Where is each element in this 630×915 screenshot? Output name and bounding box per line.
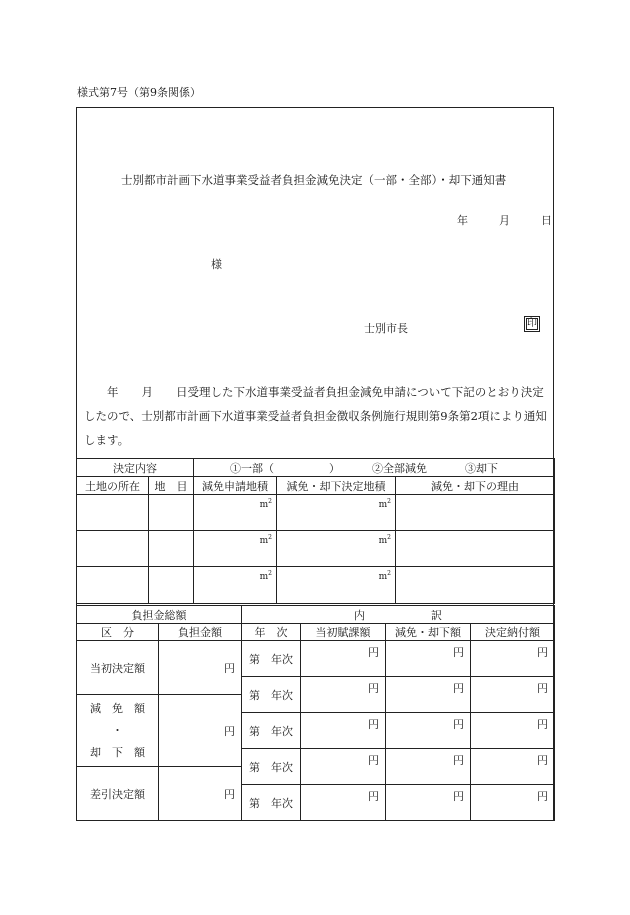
area-unit: $m^2$: [259, 534, 272, 546]
date-year: 年: [457, 214, 468, 227]
header-land-category: 地 目: [149, 477, 194, 495]
decided-area-cell: [277, 531, 396, 567]
year-cell: 第 年次: [242, 785, 301, 821]
amount-initial: 円: [159, 641, 242, 695]
category-initial: 当初決定額: [77, 641, 159, 695]
reduction-label-line: 却 下 額: [90, 745, 145, 759]
land-row: [77, 531, 555, 567]
land-header-row: [77, 477, 555, 495]
requested-area-cell: [194, 495, 277, 531]
reduction-cell: 円: [386, 785, 471, 821]
issue-date: [457, 212, 552, 228]
initial-levy-cell: 円: [301, 713, 386, 749]
burden-subheader-row: [77, 624, 555, 641]
payment-cell: 円: [471, 749, 555, 785]
reduction-cell: 円: [386, 749, 471, 785]
reduction-label-line: ・: [112, 723, 123, 737]
initial-levy-cell: 円: [301, 785, 386, 821]
header-burden-amount: 負担金額: [159, 624, 242, 641]
decided-area-cell: [277, 495, 396, 531]
header-reduction-amount: 減免・却下額: [386, 624, 471, 641]
reason-cell: [396, 495, 555, 531]
header-total: 負担金総額: [77, 606, 242, 624]
year-cell: 第 年次: [242, 677, 301, 713]
land-table: [76, 458, 555, 604]
decision-row: [77, 459, 555, 477]
issuer-name: 士別市長: [364, 322, 408, 335]
date-day: 日: [541, 214, 552, 227]
initial-levy-cell: 円: [301, 749, 386, 785]
initial-levy-cell: 円: [301, 677, 386, 713]
addressee-suffix: 様: [211, 258, 222, 271]
header-requested-area: 減免申請地積: [194, 477, 277, 495]
header-year: 年 次: [242, 624, 301, 641]
reduction-label-line: 減 免 額: [90, 701, 145, 715]
reason-cell: [396, 567, 555, 604]
land-category-cell: [149, 531, 194, 567]
area-unit: $m^2$: [378, 534, 391, 546]
land-location-cell: [77, 495, 149, 531]
header-category: 区 分: [77, 624, 159, 641]
land-category-cell: [149, 495, 194, 531]
year-cell: 第 年次: [242, 641, 301, 677]
payment-cell: 円: [471, 785, 555, 821]
date-month: 月: [499, 214, 510, 227]
header-location: 土地の所在: [77, 477, 149, 495]
land-location-cell: [77, 531, 149, 567]
amount-reduction: 円: [159, 695, 242, 767]
burden-header-row: [77, 606, 555, 624]
payment-cell: 円: [471, 641, 555, 677]
land-location-cell: [77, 567, 149, 604]
burden-table: [76, 605, 555, 821]
document-title: 士別都市計画下水道事業受益者負担金減免決定（一部・全部）・却下通知書: [121, 173, 507, 187]
decision-option-full: ②全部減免: [372, 461, 427, 475]
burden-row: [77, 641, 555, 659]
category-reduction: [77, 695, 159, 767]
notice-form: [76, 107, 554, 821]
requested-area-cell: [194, 531, 277, 567]
header-initial-levy: 当初賦課額: [301, 624, 386, 641]
reduction-cell: 円: [386, 641, 471, 677]
area-unit: $m^2$: [378, 570, 391, 582]
amount-net: 円: [159, 767, 242, 821]
seal-mark: 印: [524, 316, 540, 332]
decision-option-reject: ③却下: [465, 461, 498, 475]
land-row: [77, 495, 555, 531]
header-final-payment: 決定納付額: [471, 624, 555, 641]
decision-option-partial: ①一部（ ）: [230, 461, 340, 475]
land-row: [77, 567, 555, 604]
notice-body: 年 月 日受理した下水道事業受益者負担金減免申請について下記のとおり決定したので、士別都市計画下水道事業受益者負担金徴収条例施行規則第9条第2項により通知します。: [84, 385, 547, 447]
area-unit: $m^2$: [259, 570, 272, 582]
year-cell: 第 年次: [242, 713, 301, 749]
year-cell: 第 年次: [242, 749, 301, 785]
reduction-cell: 円: [386, 677, 471, 713]
payment-cell: 円: [471, 713, 555, 749]
decision-label: 決定内容: [77, 459, 194, 477]
area-unit: $m^2$: [378, 498, 391, 510]
area-unit: $m^2$: [259, 498, 272, 510]
form-number-label: 様式第7号（第9条関係）: [77, 86, 201, 99]
header-reason: 減免・却下の理由: [396, 477, 555, 495]
land-category-cell: [149, 567, 194, 604]
decided-area-cell: [277, 567, 396, 604]
header-breakdown: 内 訳: [242, 606, 555, 624]
initial-levy-cell: 円: [301, 641, 386, 677]
reason-cell: [396, 531, 555, 567]
requested-area-cell: [194, 567, 277, 604]
category-net: 差引決定額: [77, 767, 159, 821]
reduction-cell: 円: [386, 713, 471, 749]
payment-cell: 円: [471, 677, 555, 713]
header-decided-area: 減免・却下決定地積: [277, 477, 396, 495]
decision-options: [194, 459, 555, 477]
